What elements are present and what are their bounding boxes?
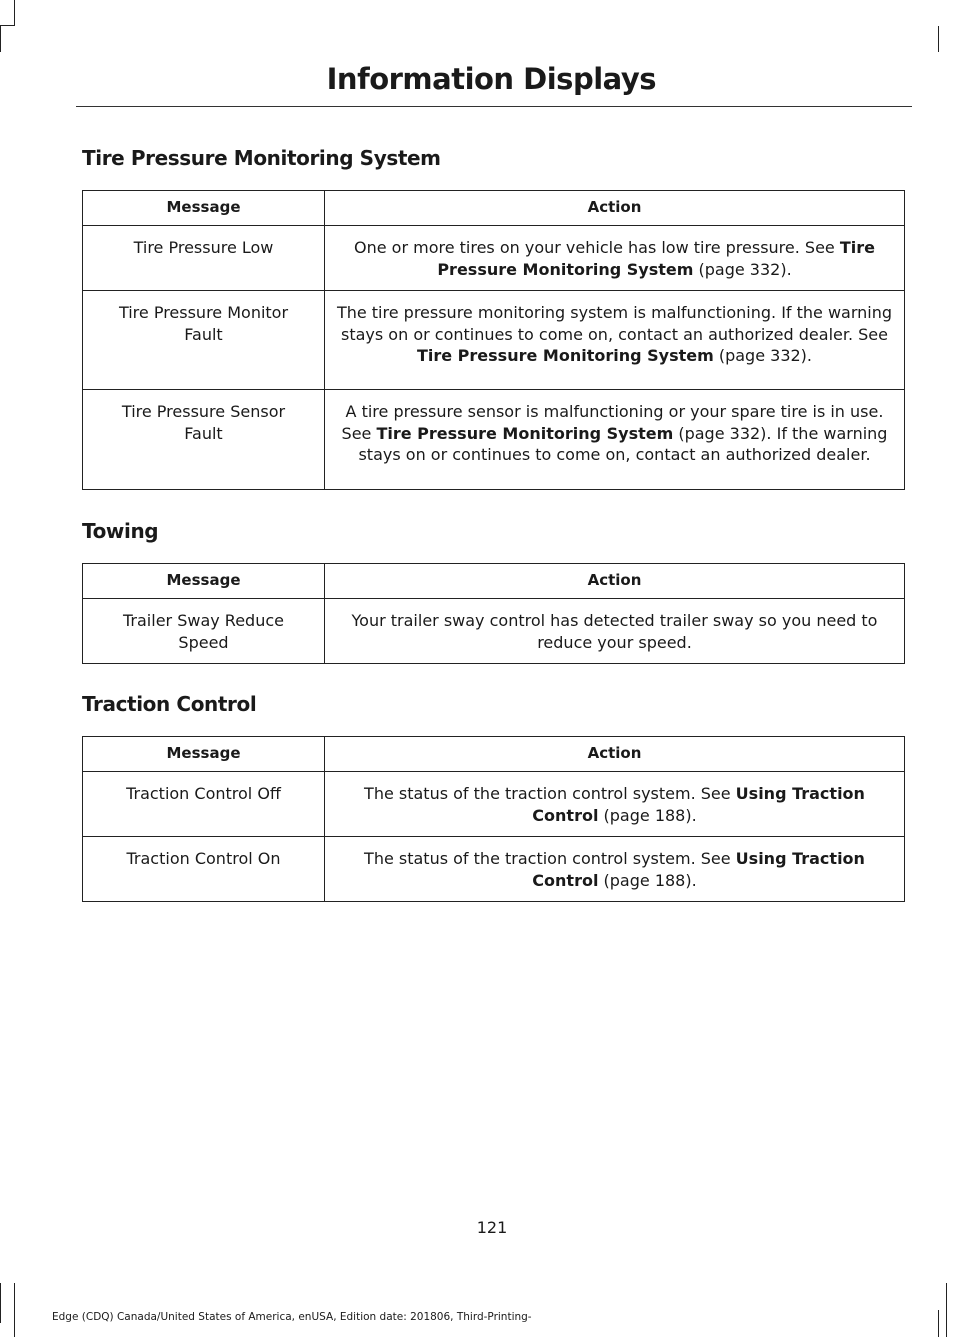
section-title-tire-pressure: Tire Pressure Monitoring System	[82, 146, 441, 170]
column-header-action: Action	[325, 564, 905, 599]
table-header-row	[83, 564, 905, 599]
action-cell	[325, 291, 905, 390]
action-text: The status of the traction control system. See	[364, 849, 736, 868]
cross-reference-link[interactable]: Tire Pressure Monitoring System	[376, 423, 674, 443]
traction-control-table	[82, 736, 905, 902]
table-row	[83, 837, 905, 902]
table-header-row	[83, 191, 905, 226]
action-cell	[325, 837, 905, 902]
action-text: The tire pressure monitoring system is malfunctioning. If the warning stays on or continues to come on, contact an authorized dealer. See	[336, 303, 893, 344]
action-text: Your trailer sway control has detected trailer sway so you need to reduce your speed.	[351, 611, 878, 652]
table-row	[83, 772, 905, 837]
action-cell	[325, 390, 905, 490]
crop-mark	[14, 0, 15, 26]
page-number: 121	[476, 1218, 508, 1237]
action-text: (page 332).	[713, 346, 813, 365]
action-cell	[325, 772, 905, 837]
crop-mark	[938, 1310, 939, 1337]
action-cell	[325, 226, 905, 291]
message-cell: Tire Pressure Sensor Fault	[83, 390, 325, 490]
cross-reference-link[interactable]: Tire Pressure Monitoring System	[416, 346, 714, 365]
action-text: The status of the traction control system. See	[364, 784, 736, 803]
cross-reference-link[interactable]: Tire Pressure Monitoring System	[437, 238, 875, 279]
action-text: One or more tires on your vehicle has low tire pressure. See	[353, 238, 840, 257]
table-header-row	[83, 737, 905, 772]
crop-mark	[0, 1283, 1, 1323]
table-row	[83, 390, 905, 490]
column-header-action: Action	[325, 191, 905, 226]
crop-mark	[14, 1283, 15, 1337]
section-title-towing: Towing	[82, 519, 159, 543]
action-text: (page 332). If the warning stays on or continues to come on, contact an authorized dealer.	[358, 423, 888, 464]
crop-mark	[938, 26, 939, 52]
action-text: (page 188).	[598, 805, 697, 825]
column-header-message: Message	[83, 564, 325, 599]
crop-mark	[946, 1283, 947, 1337]
section-title-traction-control: Traction Control	[82, 692, 257, 716]
column-header-message: Message	[83, 191, 325, 226]
cross-reference-link[interactable]: Using Traction Control	[532, 849, 865, 890]
message-cell: Trailer Sway Reduce Speed	[83, 599, 325, 664]
table-row	[83, 226, 905, 291]
table-row	[83, 291, 905, 390]
message-cell: Traction Control Off	[83, 772, 325, 837]
action-text: A tire pressure sensor is malfunctioning or your spare tire is in use. See	[341, 402, 884, 443]
message-cell: Tire Pressure Low	[83, 226, 325, 291]
cross-reference-link[interactable]: Using Traction Control	[532, 784, 865, 825]
action-text: (page 188).	[598, 870, 697, 890]
footer-edition-info: Edge (CDQ) Canada/United States of America, enUSA, Edition date: 201806, Third-Printing-	[52, 1311, 532, 1323]
page-header-title: Information Displays	[326, 62, 656, 96]
column-header-action: Action	[325, 737, 905, 772]
crop-mark	[0, 25, 15, 26]
table-row	[83, 599, 905, 664]
crop-mark	[0, 26, 1, 52]
message-cell: Tire Pressure Monitor Fault	[83, 291, 325, 390]
tire-pressure-table	[82, 190, 905, 490]
column-header-message: Message	[83, 737, 325, 772]
action-text: (page 332).	[693, 259, 792, 279]
towing-table	[82, 563, 905, 664]
header-divider	[76, 106, 912, 107]
action-cell	[325, 599, 905, 664]
message-cell: Traction Control On	[83, 837, 325, 902]
